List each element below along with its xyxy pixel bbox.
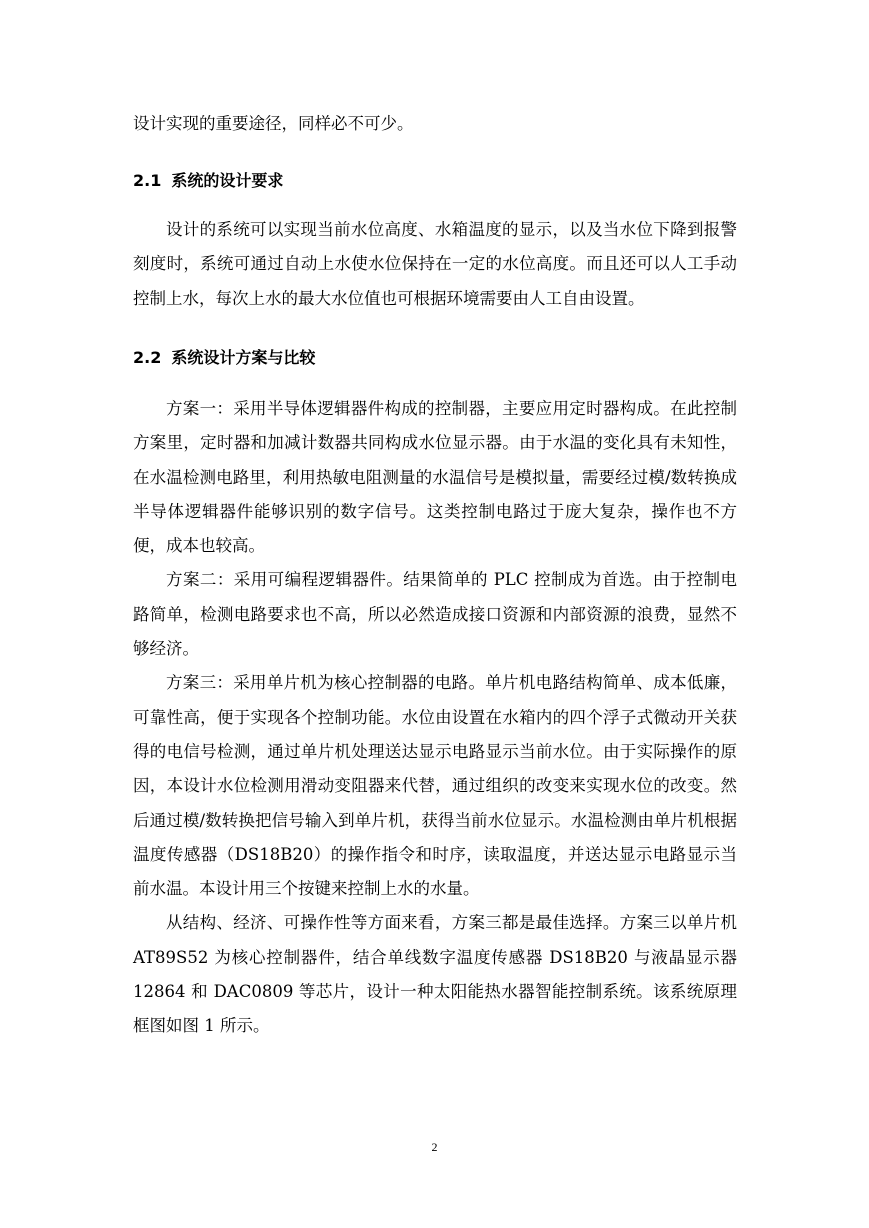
paragraph-conclusion: 从结构、经济、可操作性等方面来看，方案三都是最佳选择。方案三以单片机 AT89S52 为核心控制器件，结合单线数字温度传感器 DS18B20 与液晶显示器 12864 和 DAC0809 等芯片，设计一种太阳能热水器智能控制系统。该系统原理框图如图 1 所示。 (133, 913, 737, 1036)
section-number: 2.2 (133, 348, 162, 367)
intro-line: 设计实现的重要途径，同样必不可少。 (133, 114, 414, 133)
section-heading-2-1 (133, 168, 283, 191)
paragraph-scheme-3: 方案三：采用单片机为核心控制器的电路。单片机电路结构简单、成本低廉，可靠性高，便于实现各个控制功能。水位由设置在水箱内的四个浮子式微动开关获得的电信号检测，通过单片机处理送达显示电路显示当前水位。由于实际操作的原因，本设计水位检测用滑动变阻器来代替，通过组织的改变来实现水位的改变。然后通过模/数转换把信号输入到单片机，获得当前水位显示。水温检测由单片机根据温度传感器（DS18B20）的操作指令和时序，读取温度，并送达显示电路显示当前水温。本设计用三个按键来控制上水的水量。 (133, 673, 737, 899)
paragraph-scheme-2: 方案二：采用可编程逻辑器件。结果简单的 PLC 控制成为首选。由于控制电路简单，检测电路要求也不高，所以必然造成接口资源和内部资源的浪费，显然不够经济。 (133, 570, 737, 659)
paragraph-scheme-1: 方案一：采用半导体逻辑器件构成的控制器，主要应用定时器构成。在此控制方案里，定时器和加减计数器共同构成水位显示器。由于水温的变化具有未知性，在水温检测电路里，利用热敏电阻测量的水温信号是模拟量，需要经过模/数转换成半导体逻辑器件能够识别的数字信号。这类控制电路过于庞大复杂，操作也不方便，成本也较高。 (133, 399, 737, 556)
section-title: 系统设计方案与比较 (171, 348, 316, 367)
section-number: 2.1 (133, 171, 162, 190)
section-title: 系统的设计要求 (171, 171, 284, 190)
page-number: 2 (431, 1140, 438, 1154)
paragraph: 设计的系统可以实现当前水位高度、水箱温度的显示，以及当水位下降到报警刻度时，系统可通过自动上水使水位保持在一定的水位高度。而且还可以人工手动控制上水，每次上水的最大水位值也可根据环境需要由人工自由设置。 (133, 220, 737, 308)
section-heading-2-2 (133, 345, 315, 368)
section-2-1-body (133, 213, 737, 316)
section-2-2-body (133, 392, 737, 1044)
